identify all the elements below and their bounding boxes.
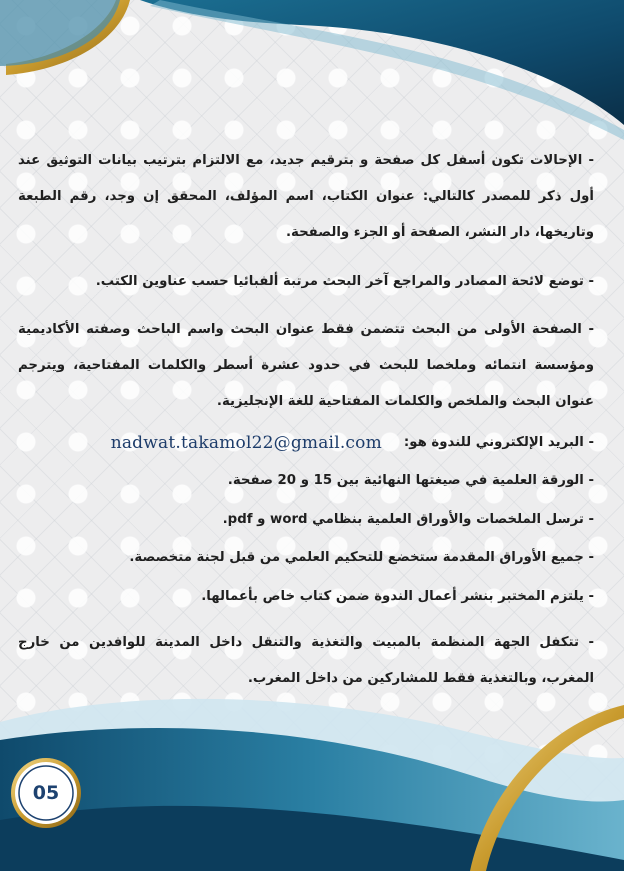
paragraph-publishing: - يلتزم المختبر بنشر أعمال الندوة ضمن كتاب خاص بأعمالها. (201, 588, 594, 604)
email-row (18, 433, 594, 453)
email-label: - البريد الإلكتروني للندوة هو: (403, 434, 594, 450)
paragraph-first-page: - الصفحة الأولى من البحث تتضمن فقط عنوان البحث واسم الباحث وصفته الأكاديمية ومؤسسة انتمائه وملخصا للبحث في حدود عشرة أسطر والكلمات المفتاحية، ويترجم عنوان البحث والملخص والكلمات المفتاحية للغة الإنجليزية. (18, 322, 594, 409)
paragraph-formats: - ترسل الملخصات والأوراق العلمية بنظامي word و pdf. (222, 511, 594, 527)
paragraph-hosting: - تتكفل الجهة المنظمة بالمبيت والتغذية والتنقل داخل المدينة للوافدين من خارج المغرب، وبالتغذية فقط للمشاركين من داخل المغرب. (18, 635, 594, 686)
page-number: 05 (32, 782, 60, 804)
paragraph-citations: - الإحالات تكون أسفل كل صفحة و بترقيم جديد، مع الالتزام بترتيب بيانات التوثيق عند أول ذكر للمصدر كالتالي: عنوان الكتاب، اسم المؤلف، المحقق إن وجد، رقم الطبعة وتاريخها، دار النشر، الصفحة أو الجزء والصفحة. (18, 153, 594, 240)
paragraph-length: - الورقة العلمية في صيغتها النهائية بين 15 و 20 صفحة. (227, 473, 594, 488)
document-body (18, 143, 594, 710)
paragraph-review: - جميع الأوراق المقدمة ستخضع للتحكيم العلمي من قبل لجنة متخصصة. (129, 550, 594, 565)
paragraph-references: - توضع لائحة المصادر والمراجع آخر البحث مرتبة ألفبائيا حسب عناوين الكتب. (95, 273, 594, 289)
email-address[interactable]: nadwat.takamol22@gmail.com (110, 432, 382, 453)
